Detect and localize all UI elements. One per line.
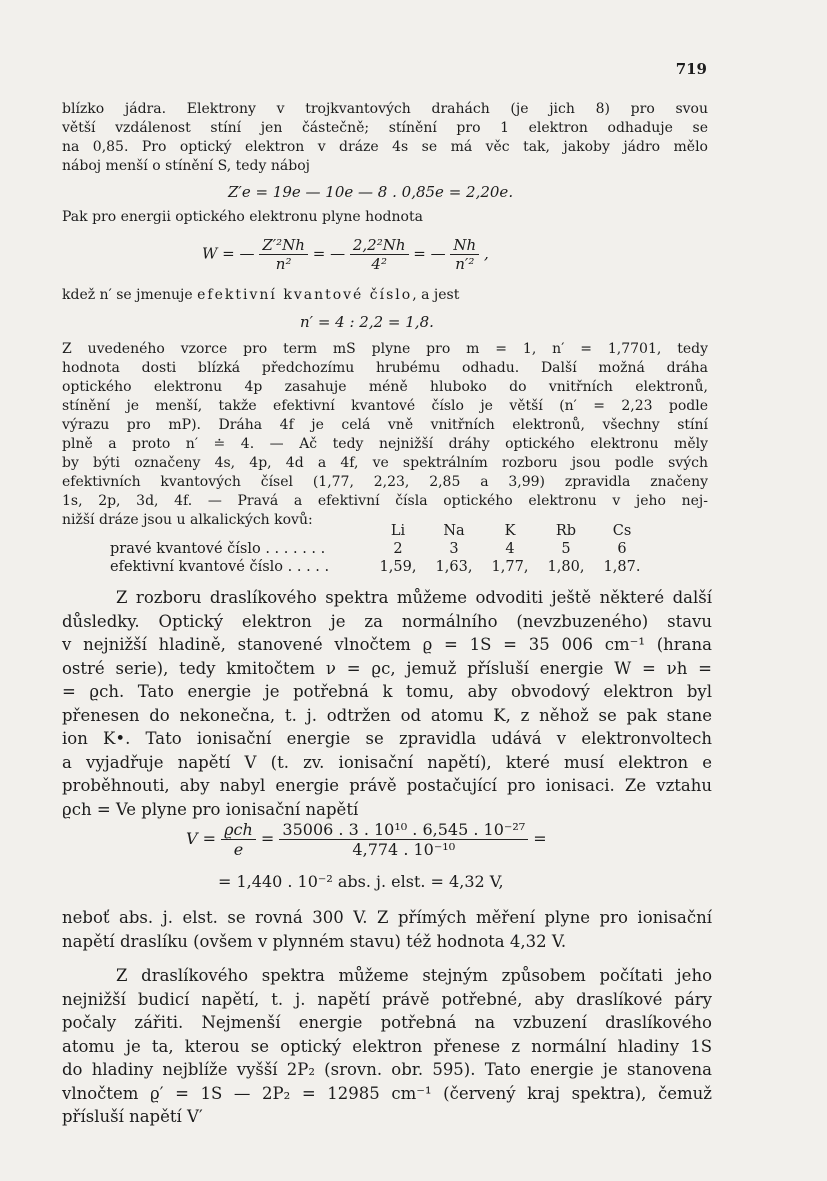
eq-tail: = xyxy=(533,829,547,848)
text-line: napětí draslíku (ovšem v plynném stavu) též hodnota 4,32 V. xyxy=(62,931,567,951)
text-line: = ϱch. Tato energie je potřebná k tomu, aby obvodový elektron byl xyxy=(62,682,712,701)
table-cell: 1,59, xyxy=(379,559,417,575)
text-line: větší vzdálenost stíní jen částečně; stínění pro 1 elektron odhaduje se xyxy=(62,120,708,136)
denominator: 4,774 . 10⁻¹⁰ xyxy=(352,840,456,859)
paragraph-1 xyxy=(62,100,708,176)
fraction xyxy=(259,236,308,273)
text-line: proběhnouti, aby nabyl energie právě postačující pro ionisaci. Ze vztahu xyxy=(62,776,712,795)
table-header-row xyxy=(110,522,650,540)
text-line: ostré serie), tedy kmitočtem ν = ϱc, jemuž přísluší energie W = νh = xyxy=(62,658,712,678)
text-line: přenesen do nekonečna, t. j. odtržen od atomu K, z něhož se pak stane xyxy=(62,705,712,725)
fraction xyxy=(221,820,256,859)
text-line: výrazu pro mP). Dráha 4f je celá vně vnitřních elektronů, všechny stíní xyxy=(62,417,708,433)
table-row xyxy=(110,558,650,576)
quantum-number-table xyxy=(110,522,650,576)
text-line: přísluší napětí V′ xyxy=(62,1107,203,1126)
text-fragment: , a jest xyxy=(412,287,460,303)
text-line: nejnižší budicí napětí, t. j. napětí právě potřebné, aby draslíkové páry xyxy=(62,989,712,1009)
equation-voltage-result: = 1,440 . 10⁻² abs. j. elst. = 4,32 V, xyxy=(218,872,504,891)
equation-energy xyxy=(202,236,489,273)
eq-mid: = — xyxy=(312,244,346,263)
text-line: hodnota dosti blízká předchozímu hrubému odhadu. Další možná dráha xyxy=(62,360,708,376)
table-cell xyxy=(110,522,370,540)
text-line: 1s, 2p, 3d, 4f. — Pravá a efektivní čísla optického elektronu v jeho nej- xyxy=(62,493,708,509)
eq-lhs: V = xyxy=(186,829,217,848)
table-cell: 4 xyxy=(505,541,515,557)
table-cell: 3 xyxy=(449,541,459,557)
table-cell: 1,63, xyxy=(435,559,473,575)
table-header: Li xyxy=(390,523,406,539)
text-line: důsledky. Optický elektron je za normálního (nevzbuzeného) stavu xyxy=(62,611,712,631)
page-number: 719 xyxy=(675,60,707,78)
numerator: ϱch xyxy=(221,820,256,840)
text-line: Z draslíkového spektra můžeme stejným způsobem počítati jeho xyxy=(116,966,712,985)
text-line: Z rozboru draslíkového spektra můžeme odvoditi ještě některé další xyxy=(116,588,712,607)
eq-mid: = xyxy=(260,829,275,848)
fraction xyxy=(450,236,479,273)
text-line: neboť abs. j. elst. se rovná 300 V. Z přímých měření plyne pro ionisační xyxy=(62,908,712,927)
denominator: n′² xyxy=(455,255,475,273)
table-cell: 5 xyxy=(561,541,571,557)
term-spaced: efektivní kvantové číslo xyxy=(197,287,413,303)
text-line: počaly zářiti. Nejmenší energie potřebná na vzbuzení draslíkového xyxy=(62,1013,712,1032)
table-cell: 1,80, xyxy=(547,559,585,575)
text-line: vlnočtem ϱ′ = 1S — 2P₂ = 12985 cm⁻¹ (červený kraj spektra), čemuž xyxy=(62,1083,712,1103)
table-cell: 1,87. xyxy=(603,559,641,575)
row-label: efektivní kvantové číslo . . . . . xyxy=(110,559,330,575)
text-line: Pak pro energii optického elektronu plyne hodnota xyxy=(62,209,423,225)
equation-voltage xyxy=(186,820,547,859)
text-line: atomu je ta, kterou se optický elektron přenese z normální hladiny 1S xyxy=(62,1036,712,1056)
numerator: 35006 . 3 . 10¹⁰ . 6,545 . 10⁻²⁷ xyxy=(279,820,528,840)
paragraph-3 xyxy=(62,286,708,305)
paragraph-7 xyxy=(62,964,712,1129)
table-header: Rb xyxy=(555,523,577,539)
text-line: plně a proto n′ ≐ 4. — Ač tedy nejnižší dráhy optického elektronu měly xyxy=(62,436,708,452)
table-cell: 6 xyxy=(617,541,627,557)
table-cell: 2 xyxy=(393,541,403,557)
paragraph-6 xyxy=(62,906,712,953)
eq-mid: = — xyxy=(413,244,446,263)
text-line: do hladiny nejblíže vyšší 2P₂ (srovn. obr. 595). Tato energie je stanovena xyxy=(62,1060,712,1079)
denominator: n² xyxy=(275,255,292,273)
text-line: ϱch = Ve plyne pro ionisační napětí xyxy=(62,799,359,819)
table-header: Cs xyxy=(612,523,632,539)
numerator: Z′²Nh xyxy=(259,236,308,255)
equation-n-prime: n′ = 4 : 2,2 = 1,8. xyxy=(300,313,434,331)
text-line: ion K•. Tato ionisační energie se zpravidla udává v elektronvoltech xyxy=(62,729,712,748)
numerator: 2,2²Nh xyxy=(350,236,409,255)
text-fragment: kdež n′ se jmenuje xyxy=(62,287,198,303)
table-header: K xyxy=(504,523,516,539)
paragraph-4 xyxy=(62,340,708,530)
numerator: Nh xyxy=(450,236,479,255)
eq-tail: , xyxy=(484,244,489,263)
text-line: stínění je menší, takže efektivní kvantové číslo je větší (n′ = 2,23 podle xyxy=(62,398,708,414)
denominator: e xyxy=(233,840,244,859)
text-line: na 0,85. Pro optický elektron v dráze 4s se má věc tak, jakoby jádro mělo xyxy=(62,139,708,155)
table-cell: 1,77, xyxy=(491,559,529,575)
paragraph-5 xyxy=(62,586,712,821)
fraction xyxy=(350,236,409,273)
text-line xyxy=(62,286,708,305)
row-label: pravé kvantové číslo . . . . . . . xyxy=(110,541,326,557)
table-row xyxy=(110,540,650,558)
text-line: optického elektronu 4p zasahuje méně hluboko do vnitřních elektronů, xyxy=(62,379,708,395)
text-line: nižší dráze jsou u alkalických kovů: xyxy=(62,512,313,528)
text-line: by býti označeny 4s, 4p, 4d a 4f, ve spektrálním rozboru jsou podle svých xyxy=(62,455,708,471)
table-header: Na xyxy=(443,523,465,539)
text-line: a vyjadřuje napětí V (t. zv. ionisační napětí), které musí elektron e xyxy=(62,752,712,772)
text-line: efektivních kvantových čísel (1,77, 2,23, 2,85 a 3,99) zpravidla značeny xyxy=(62,474,708,490)
denominator: 4² xyxy=(371,255,387,273)
paragraph-2 xyxy=(62,208,708,227)
fraction xyxy=(279,820,528,859)
text-line: v nejnižší hladině, stanovené vlnočtem ϱ = 1S = 35 006 cm⁻¹ (hrana xyxy=(62,635,712,654)
equation-charge: Z′e = 19e — 10e — 8 . 0,85e = 2,20e. xyxy=(228,183,514,201)
eq-lhs: W = — xyxy=(202,244,255,263)
text-line: Z uvedeného vzorce pro term mS plyne pro m = 1, n′ = 1,7701, tedy xyxy=(62,341,708,357)
text-line: blízko jádra. Elektrony v trojkvantových drahách (je jich 8) pro svou xyxy=(62,101,708,117)
text-line: náboj menší o stínění S, tedy náboj xyxy=(62,158,310,174)
